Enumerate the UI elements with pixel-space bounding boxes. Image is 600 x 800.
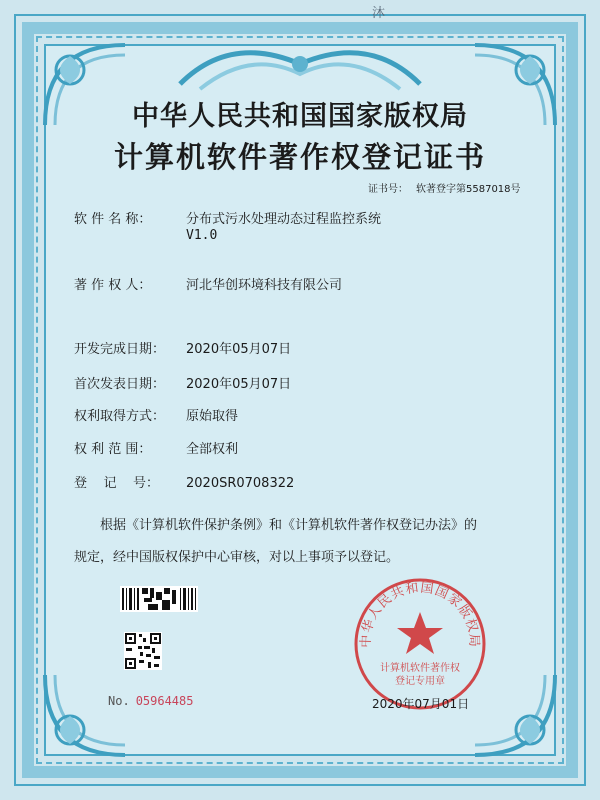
copyright-owner-label: 著 作 权 人： [74,278,152,293]
handwritten-mark: 沐 [372,6,386,21]
certificate-number [368,180,529,195]
software-version: V1.0 [186,228,218,243]
certificate-number-label: 证书号： [368,184,408,195]
reg-no-value: 2020SR0708322 [186,476,295,491]
statement-line-2: 规定，经中国版权保护中心审核，对以上事项予以登记。 [74,550,400,565]
qr-code-icon [124,632,162,670]
certificate-number-value: 软著登字第5587018号 [416,184,521,195]
copyright-owner-value: 河北华创环境科技有限公司 [186,278,343,293]
seal-center-line-1: 计算机软件著作权 [380,663,460,674]
acquire-method-label: 权利取得方式： [74,409,166,424]
software-name-value: 分布式污水处理动态过程监控系统 [186,212,382,227]
rights-scope-label: 权 利 范 围： [74,442,152,457]
reg-no-label: 登 记 号： [74,476,160,491]
corner-ornament-icon [40,670,130,760]
barcode-icon [120,586,198,612]
dev-complete-label: 开发完成日期： [74,342,166,357]
issuing-authority-title: 中华人民共和国国家版权局 [132,101,468,132]
first-publish-row [74,373,291,392]
software-name-label: 软 件 名 称： [74,212,152,227]
serial-number [108,694,193,708]
reg-no-row [74,472,294,491]
dev-complete-row [74,338,291,357]
copyright-owner-row [74,274,342,293]
registration-statement [74,510,534,574]
dev-complete-value: 2020年05月07日 [186,342,292,357]
software-name-row [74,208,381,227]
acquire-method-row [74,405,238,424]
certificate-title: 计算机软件著作权登记证书 [113,140,486,174]
issue-date: 2020年07月01日 [372,697,470,711]
seal-ring-text: 中华人民共和国国家版权局 [358,580,482,648]
first-publish-label: 首次发表日期： [74,377,166,392]
serial-number-value: 05964485 [135,694,194,708]
rights-scope-value: 全部权利 [186,442,239,457]
serial-number-prefix: No. [108,694,130,708]
rights-scope-row [74,438,238,457]
acquire-method-value: 原始取得 [186,409,239,424]
seal-center-text [350,662,490,688]
statement-line-1: 根据《计算机软件保护条例》和《计算机软件著作权登记办法》的 [100,518,478,533]
first-publish-value: 2020年05月07日 [186,377,292,392]
seal-center-line-2: 登记专用章 [395,676,445,687]
official-seal-icon [350,574,490,714]
